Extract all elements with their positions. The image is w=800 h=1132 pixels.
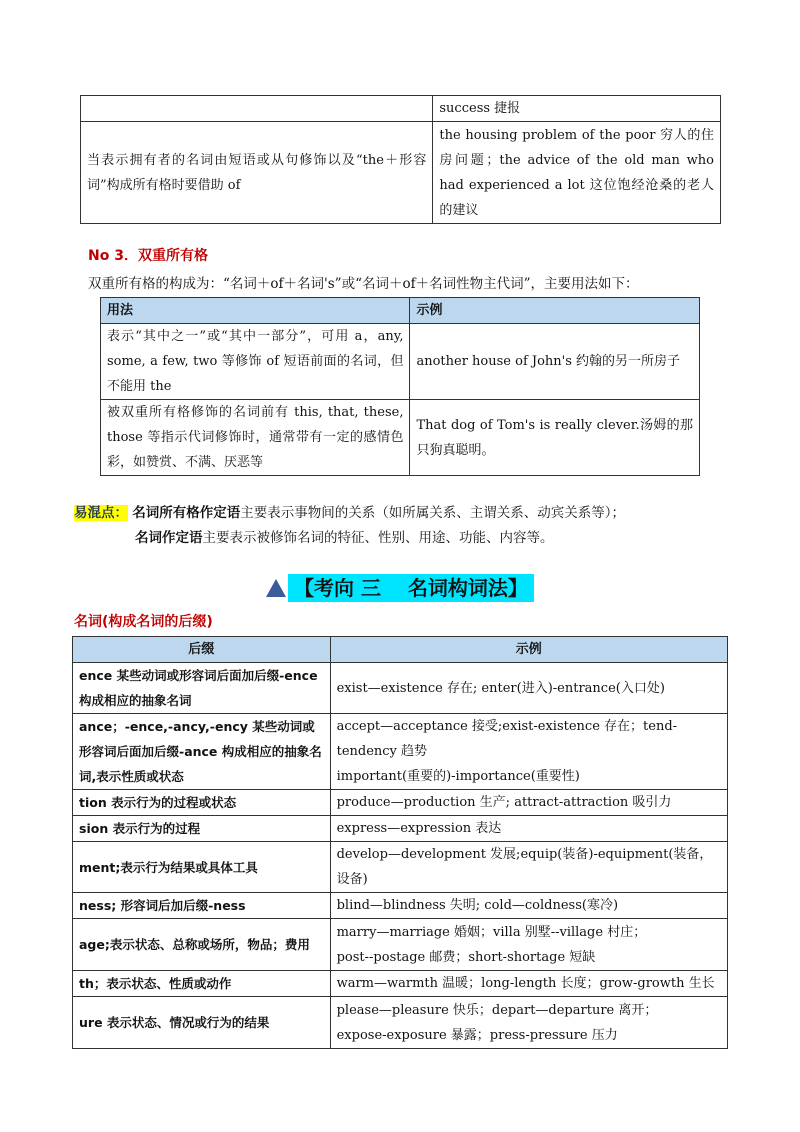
suffix-table: [72, 636, 728, 1049]
column-header: 后缀: [73, 637, 331, 663]
column-header: 示例: [330, 637, 727, 663]
banner-title: 【考向 三 名词构词法】: [288, 574, 534, 602]
example-cell: [330, 919, 727, 971]
example-line: marry—marriage 婚姻；villa 别墅--village 村庄；: [336, 924, 647, 940]
section-heading: No 3．双重所有格: [88, 248, 208, 264]
example-cell: [330, 971, 727, 997]
suffix-cell: sion 表示行为的过程: [73, 816, 331, 842]
example-cell: [330, 997, 727, 1049]
confusion-note-line1: [74, 501, 625, 521]
suffix-cell: ness; 形容词后加后缀-ness: [73, 893, 331, 919]
section-banner: [266, 573, 534, 603]
example-line: warm—warmth 温暖；long-length 长度；grow-growth 生长: [336, 976, 715, 991]
confusion-label: 易混点：: [74, 505, 128, 521]
example-line: post--postage 邮费；short-shortage 短缺: [336, 949, 596, 965]
confusion-text: 主要表示被修饰名词的特征、性别、用途、功能、内容等。: [202, 530, 554, 546]
table-cell: another house of John's 约翰的另一所房子: [410, 324, 700, 400]
example-cell: [330, 790, 727, 816]
example-cell: [330, 714, 727, 790]
suffix-heading: 名词(构成名词的后缀): [74, 614, 213, 630]
possessive-table-continued: [80, 95, 721, 224]
suffix-cell: ure 表示状态、情况或行为的结果: [73, 997, 331, 1049]
example-cell: [330, 663, 727, 714]
example-line: express—expression 表达: [336, 821, 502, 836]
example-line: exist—existence 存在; enter(进入)-entrance(入口处): [336, 680, 665, 696]
double-possessive-table: [100, 297, 700, 476]
example-line: develop—development 发展;equip(装备)-equipment(装备，设备): [336, 847, 713, 887]
suffix-cell: age;表示状态、总称或场所，物品；费用: [73, 919, 331, 971]
table-cell: [81, 96, 433, 122]
example-cell: [330, 842, 727, 893]
suffix-cell: ment;表示行为结果或具体工具: [73, 842, 331, 893]
suffix-cell: ance；-ence,-ancy,-ency 某些动词或形容词后面加后缀-ance 构成相应的抽象名词,表示性质或状态: [73, 714, 331, 790]
example-line: important(重要的)-importance(重要性): [336, 769, 580, 784]
table-cell: 当表示拥有者的名词由短语或从句修饰以及“the＋形容词”构成所有格时要借助 of: [81, 122, 433, 224]
confusion-term: 名词所有格作定语: [132, 505, 241, 521]
triangle-icon: [266, 579, 286, 597]
example-line: blind—blindness 失明; cold—coldness(寒冷): [336, 898, 619, 913]
table-cell: 被双重所有格修饰的名词前有 this, that, these, those 等指示代词修饰时，通常带有一定的感情色彩，如赞赏、不满、厌恶等: [101, 400, 410, 476]
suffix-cell: th；表示状态、性质或动作: [73, 971, 331, 997]
example-cell: [330, 816, 727, 842]
example-cell: [330, 893, 727, 919]
example-line: expose-exposure 暴露；press-pressure 压力: [336, 1027, 618, 1043]
confusion-text: 主要表示事物间的关系（如所属关系、主谓关系、动宾关系等）；: [240, 505, 626, 521]
table-cell: 表示“其中之一”或“其中一部分”，可用 a，any, some, a few, two 等修饰 of 短语前面的名词，但不能用 the: [101, 324, 410, 400]
example-line: accept—acceptance 接受;exist-existence 存在；tend-tendency 趋势: [336, 719, 678, 759]
example-line: please—pleasure 快乐；depart—departure 离开；: [336, 1002, 658, 1018]
example-line: produce—production 生产; attract-attraction 吸引力: [336, 795, 672, 810]
section-intro: 双重所有格的构成为：“名词＋of＋名词's”或“名词＋of＋名词性物主代词”，主要用法如下：: [88, 276, 639, 292]
confusion-note-line2: [135, 526, 554, 546]
table-cell: success 捷报: [433, 96, 721, 122]
table-cell: the housing problem of the poor 穷人的住房问题；the advice of the old man who had experienced a lot 这位饱经沧桑的老人的建议: [433, 122, 721, 224]
column-header: 示例: [410, 298, 700, 324]
confusion-term: 名词作定语: [135, 530, 203, 546]
suffix-cell: tion 表示行为的过程或状态: [73, 790, 331, 816]
suffix-cell: ence 某些动词或形容词后面加后缀-ence 构成相应的抽象名词: [73, 663, 331, 714]
table-cell: That dog of Tom's is really clever.汤姆的那只狗真聪明。: [410, 400, 700, 476]
column-header: 用法: [101, 298, 410, 324]
